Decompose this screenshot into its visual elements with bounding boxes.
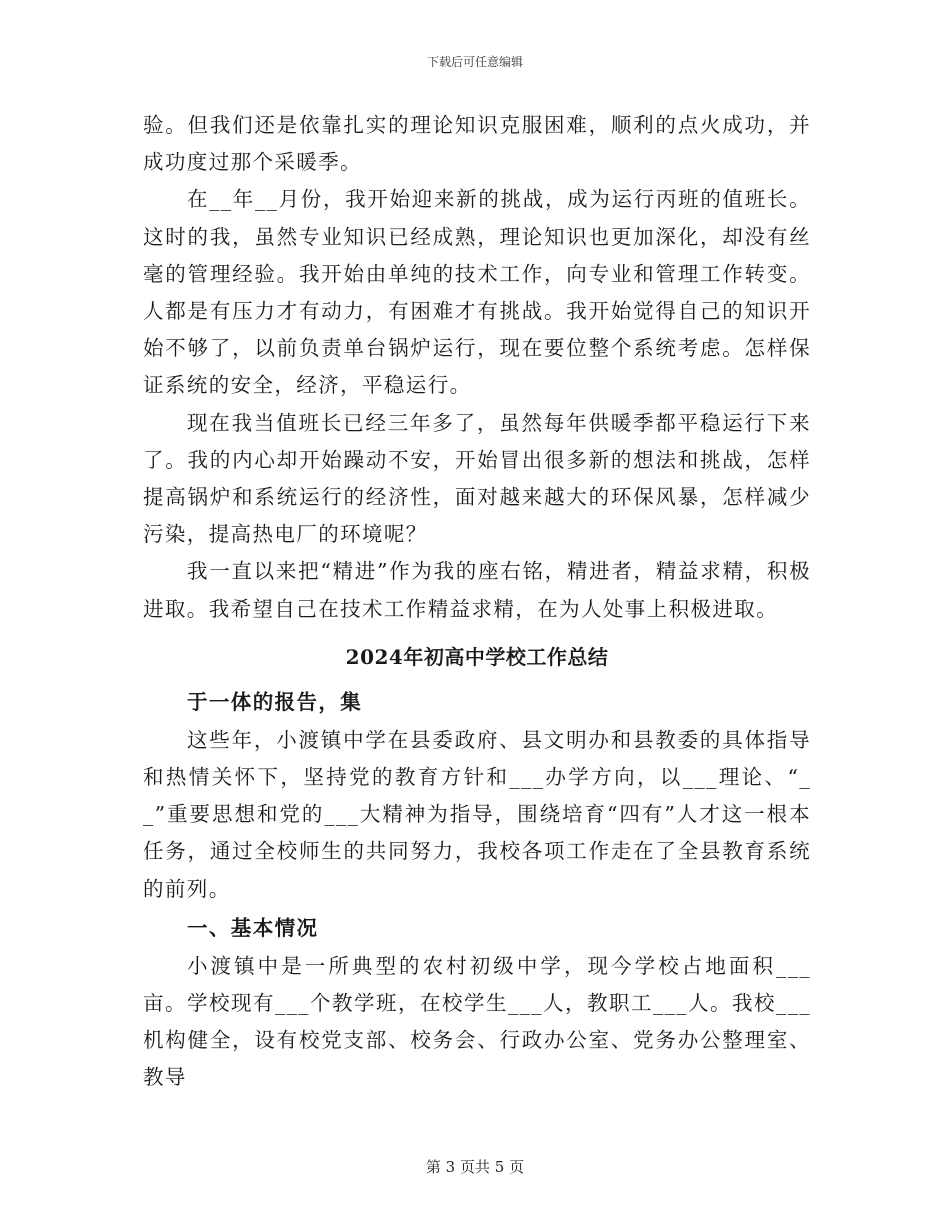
paragraph-three-years: 现在我当值班长已经三年多了，虽然每年供暖季都平稳运行下来了。我的内心却开始躁动不安，开始冒出很多新的想法和挑战，怎样提高锅炉和系统运行的经济性，面对越来越大的环保风暴，怎样减少污染，提高热电厂的环境呢？: [143, 410, 811, 547]
document-body: [143, 107, 811, 1097]
section-subheading: 于一体的报告，集: [187, 689, 363, 714]
paragraph-intro: 这些年，小渡镇中学在县委政府、县文明办和县教委的具体指导和热情关怀下，坚持党的教育方针和___办学方向，以___理论、“__”重要思想和党的___大精神为指导，围绕培育“四有”人才这一根本任务，通过全校师生的共同努力，我校各项工作走在了全县教育系统的前列。: [143, 727, 811, 901]
paragraph-motto: 我一直以来把“精进”作为我的座右铭，精进者，精益求精，积极进取。我希望自己在技术工作精益求精，在为人处事上积极进取。: [143, 559, 811, 621]
section-heading-basic-info: 一、基本情况: [187, 915, 319, 940]
paragraph-continuation: 验。但我们还是依靠扎实的理论知识克服困难，顺利的点火成功，并成功度过那个采暖季。: [143, 113, 811, 175]
paragraph-basic-info: 小渡镇中是一所典型的农村初级中学，现今学校占地面积___亩。学校现有___个教学班，在校学生___人，教职工___人。我校___机构健全，设有校党支部、校务会、行政办公室、党务办公整理室、教导: [143, 953, 811, 1090]
document-title: 2024年初高中学校工作总结: [345, 644, 609, 669]
page-footer: 第 3 页共 5 页: [425, 1158, 525, 1176]
paragraph-shift-leader: 在__年__月份，我开始迎来新的挑战，成为运行丙班的值班长。这时的我，虽然专业知识已经成熟，理论知识也更加深化，却没有丝毫的管理经验。我开始由单纯的技术工作，向专业和管理工作转变。人都是有压力才有动力，有困难才有挑战。我开始觉得自己的知识开始不够了，以前负责单台锅炉运行，现在要位整个系统考虑。怎样保证系统的安全，经济，平稳运行。: [143, 187, 811, 398]
page-header: 下载后可任意编辑: [426, 55, 523, 69]
